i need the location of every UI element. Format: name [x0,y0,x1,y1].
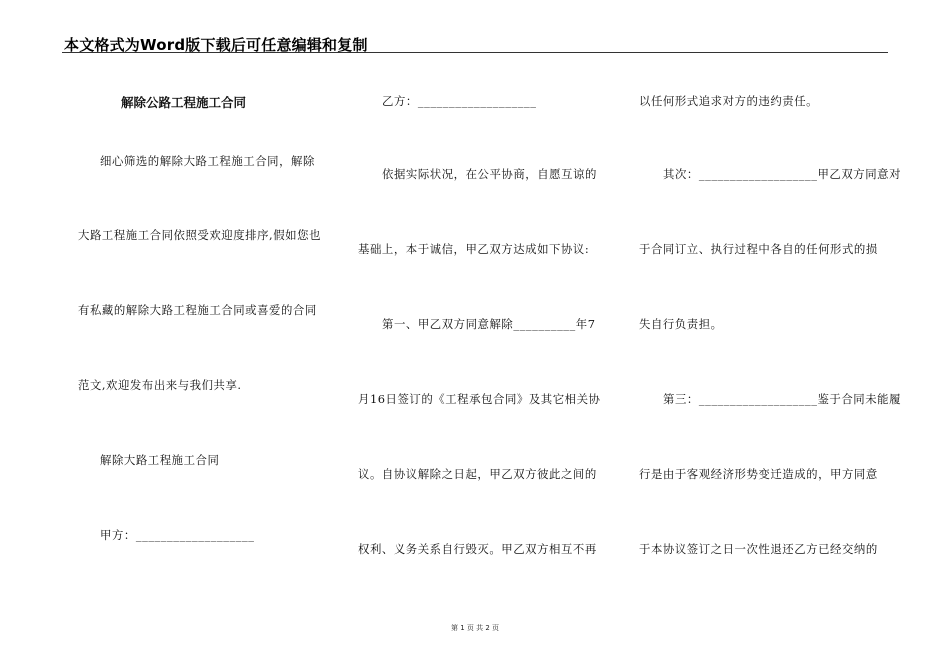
section-heading: 解除大路工程施工合同 [100,453,220,467]
paragraph-line: 议。自协议解除之日起，甲乙双方彼此之间的 [358,467,597,481]
paragraph-line: 行是由于客观经济形势变迁造成的，甲方同意 [639,467,878,481]
text-column-1 [78,0,328,640]
header-title: 本文格式为Word版下载后可任意编辑和复制 [64,36,368,54]
paragraph-line: 大路工程施工合同依照受欢迎度排序,假如您也 [78,228,321,242]
paragraph-line: 权利、义务关系自行毁灭。甲乙双方相互不再 [358,542,597,556]
paragraph-line: 细心筛选的解除大路工程施工合同，解除 [100,154,315,168]
paragraph-line: 范文,欢迎发布出来与我们共享. [78,378,242,392]
paragraph-line: 依据实际状况，在公平协商，自愿互谅的 [382,167,597,181]
text-column-3 [639,0,902,640]
page-number: 第 1 页 共 2 页 [450,624,500,632]
paragraph-line: 有私藏的解除大路工程施工合同或喜爱的合同 [78,303,317,317]
text-column-2 [358,0,608,640]
paragraph-line: 失自行负责担。 [639,317,723,331]
paragraph-line: 月16日签订的《工程承包合同》及其它相关协 [358,392,601,406]
paragraph-line: 以任何形式追求对方的违约责任。 [639,94,819,108]
paragraph-line: 于本协议签订之日一次性退还乙方已经交纳的 [639,542,878,556]
paragraph-line: 基础上，本于诚信，甲乙双方达成如下协议: [358,242,590,256]
paragraph-line: 其次：___________________甲乙双方同意对 [663,167,902,181]
paragraph-line: 第三：___________________鉴于合同未能履 [663,392,902,406]
party-a-field: 甲方：___________________ [100,528,255,542]
document-title: 解除公路工程施工合同 [121,95,247,110]
party-b-field: 乙方：___________________ [382,94,537,108]
paragraph-line: 第一、甲乙双方同意解除__________年7 [382,317,596,331]
paragraph-line: 于合同订立、执行过程中各自的任何形式的损 [639,242,878,256]
